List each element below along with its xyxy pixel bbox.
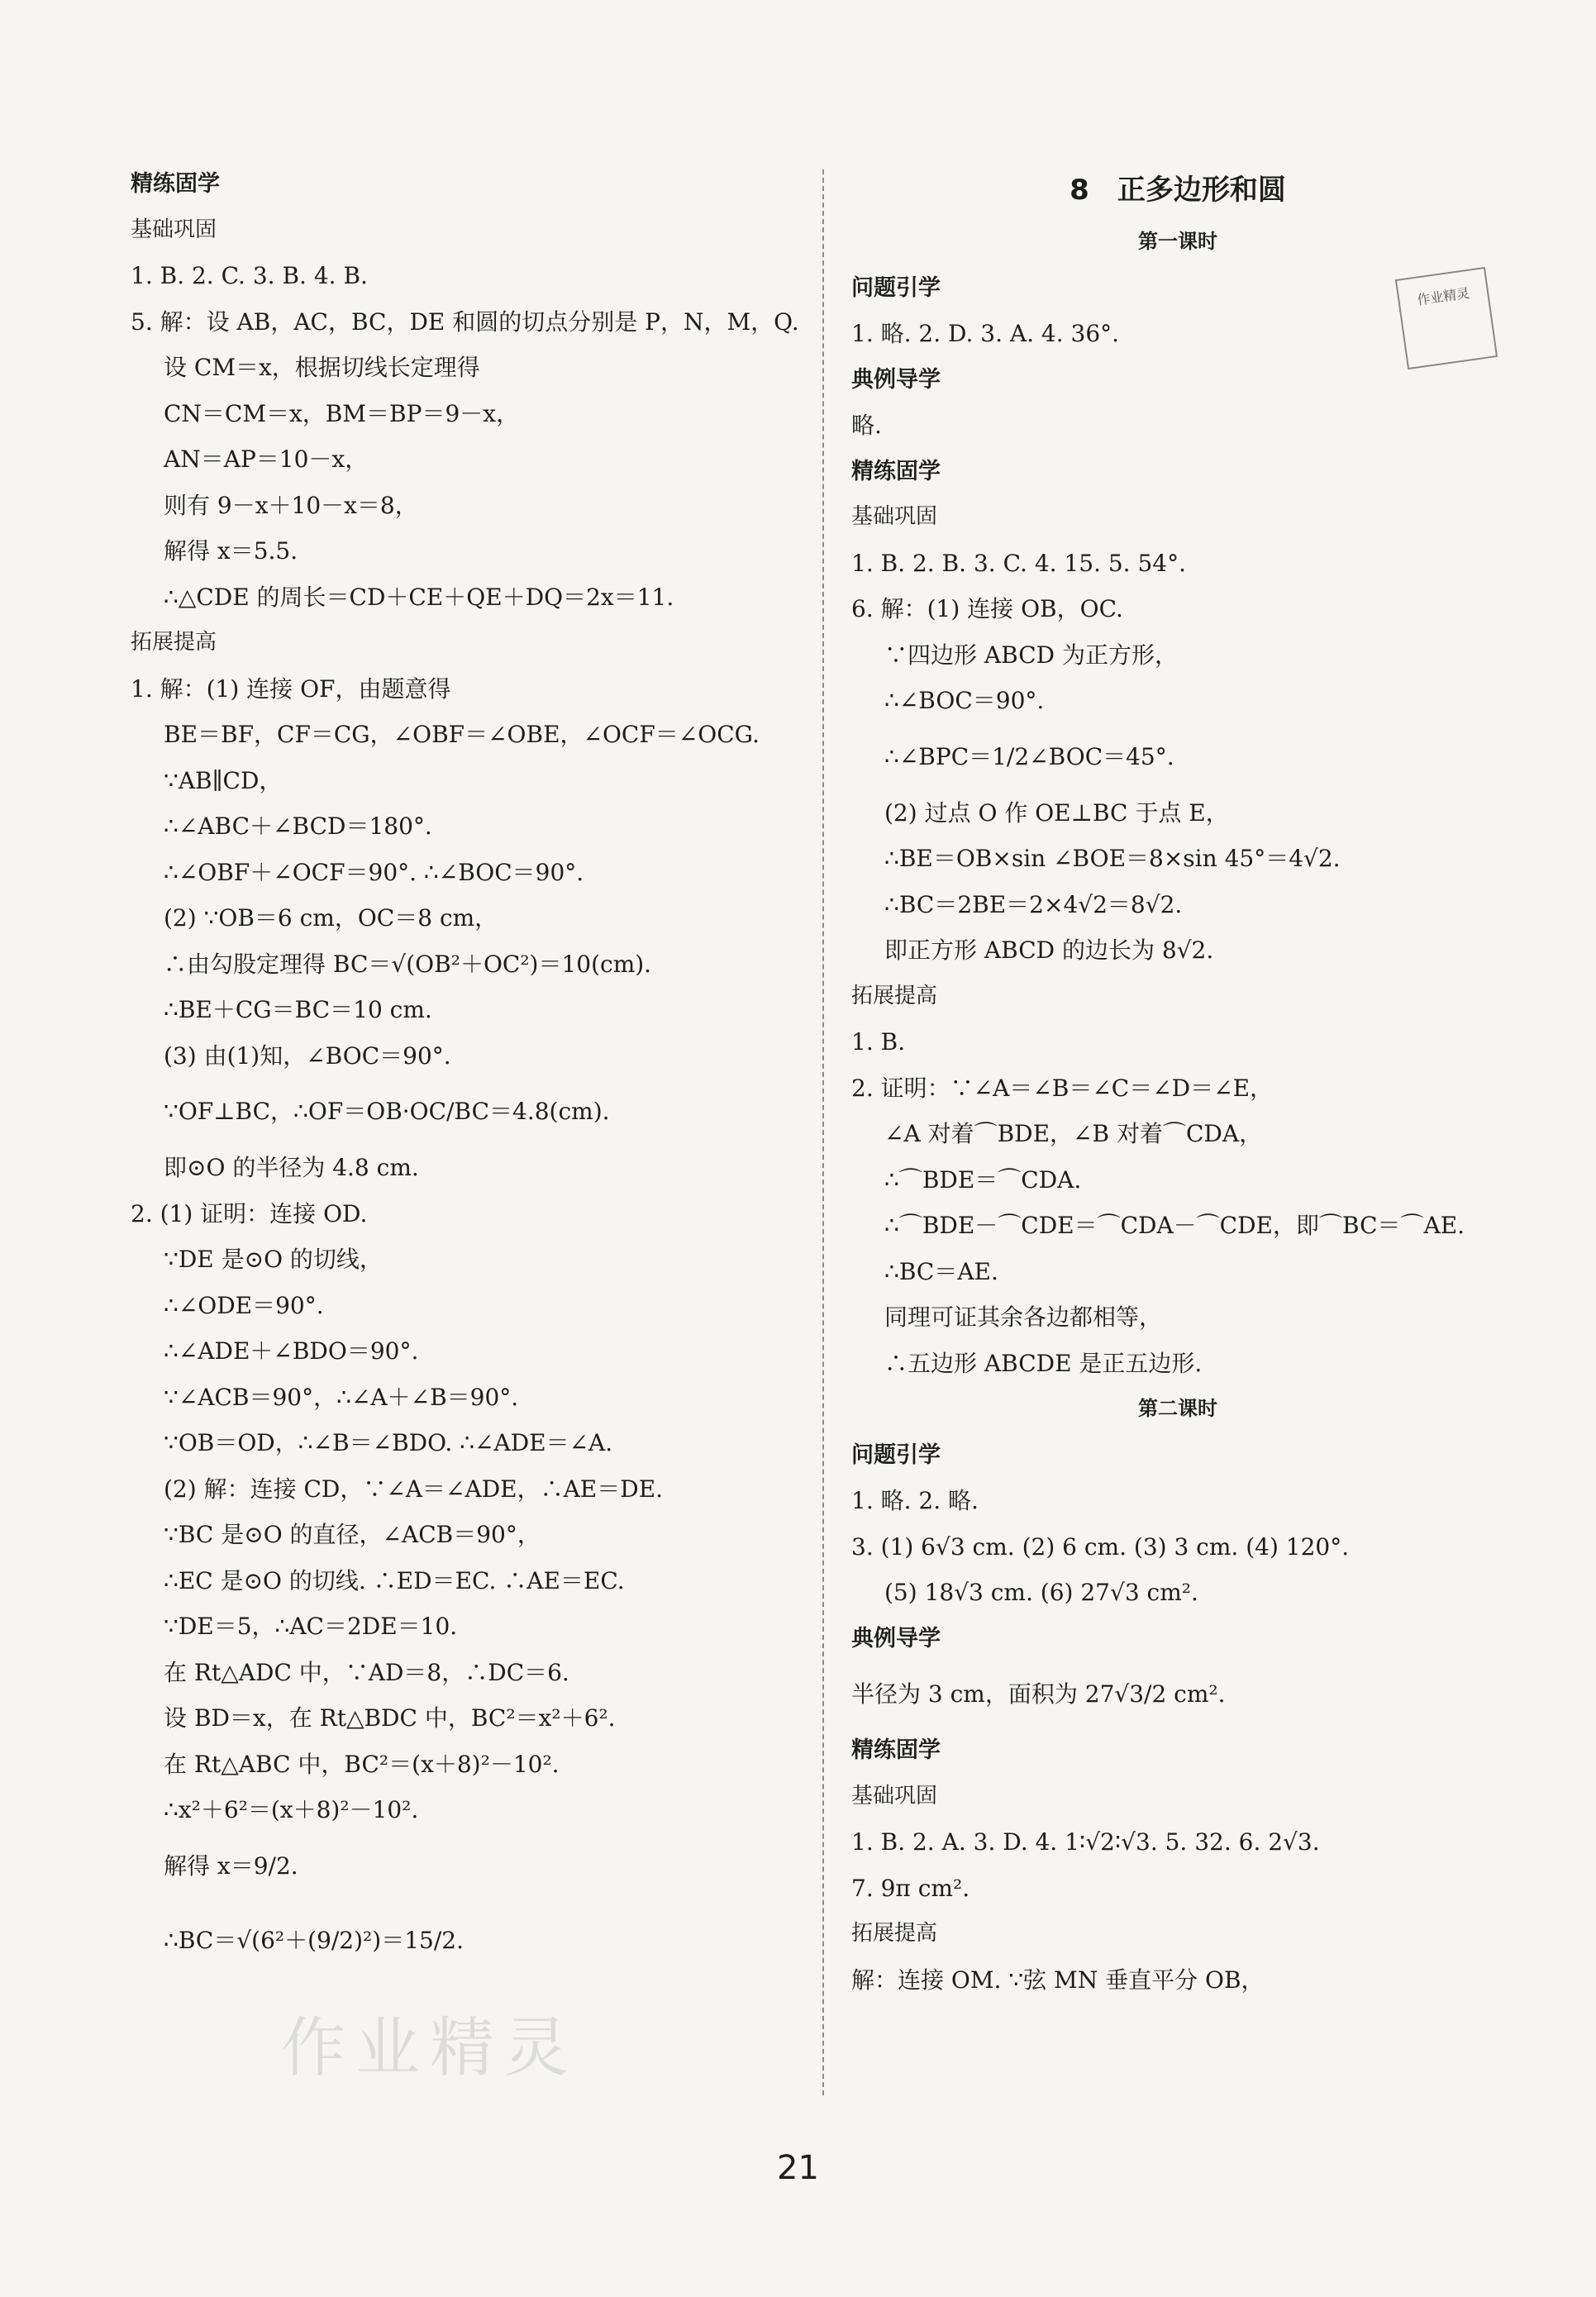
right-line: 第一课时 (1138, 230, 1217, 253)
right-line: 1. B. 2. A. 3. D. 4. 1∶√2∶√3. 5. 32. 6. 2√3. (851, 1828, 1320, 1856)
left-line: 1. 解：(1) 连接 OF，由题意得 (131, 674, 451, 703)
watermark: 作业精灵 (281, 2011, 579, 2085)
left-line: 则有 9－x＋10－x＝8， (164, 491, 418, 519)
right-line: 1. B. (851, 1028, 906, 1056)
right-line: 1. 略. 2. D. 3. A. 4. 36°. (851, 320, 1120, 347)
right-line: 1. B. 2. B. 3. C. 4. 15. 5. 54°. (851, 549, 1187, 577)
right-line: 同理可证其余各边都相等， (884, 1303, 1163, 1331)
left-line: 1. B. 2. C. 3. B. 4. B. (131, 262, 368, 289)
left-line: ∴BC＝√(6²＋(9/2)²)＝15/2. (164, 1926, 464, 1954)
right-line: ∴∠BOC＝90°. (884, 687, 1045, 714)
right-line: ∴BE＝OB×sin ∠BOE＝8×sin 45°＝4√2. (884, 845, 1341, 872)
left-line: ∴△CDE 的周长＝CD＋CE＋QE＋DQ＝2x＝11. (164, 583, 674, 611)
right-line: 即正方形 ABCD 的边长为 8√2. (884, 936, 1214, 964)
left-line: ∴BE＋CG＝BC＝10 cm. (164, 996, 432, 1023)
left-line: 精练固学 (131, 171, 220, 197)
right-line: ∴∠BPC＝1/2∠BOC＝45°. (884, 742, 1174, 770)
left-line: 即⊙O 的半径为 4.8 cm. (164, 1154, 419, 1181)
left-line: ∵∠ACB＝90°，∴∠A＋∠B＝90°. (164, 1383, 519, 1411)
right-line: 7. 9π cm². (851, 1874, 970, 1902)
left-line: 拓展提高 (131, 630, 217, 655)
left-line: ∴∠ODE＝90°. (164, 1291, 324, 1319)
left-line: ∵BC 是⊙O 的直径，∠ACB＝90°， (164, 1521, 541, 1548)
right-line: ∴五边形 ABCDE 是正五边形. (884, 1349, 1203, 1377)
left-line: ∴∠ADE＋∠BDO＝90°. (164, 1337, 419, 1365)
page-number: 21 (777, 2149, 819, 2187)
right-line: ∴⌒BDE＝⌒CDA. (884, 1165, 1082, 1194)
right-line: 基础巩固 (851, 1783, 938, 1809)
left-line: 在 Rt△ABC 中，BC²＝(x＋8)²－10². (164, 1750, 560, 1778)
right-line: 拓展提高 (851, 1921, 938, 1946)
right-line: 基础巩固 (851, 504, 938, 529)
right-line: (5) 18√3 cm. (6) 27√3 cm². (884, 1579, 1198, 1606)
right-line: 问题引学 (851, 274, 941, 301)
right-line: ∵四边形 ABCD 为正方形， (884, 641, 1178, 669)
left-line: ∴∠ABC＋∠BCD＝180°. (164, 813, 432, 840)
right-line: 典例导学 (851, 366, 941, 393)
right-line: 1. 略. 2. 略. (851, 1487, 979, 1514)
left-line: ∵AB∥CD， (164, 766, 283, 794)
right-column (851, 161, 1504, 2003)
right-line: 精练固学 (851, 1737, 941, 1763)
right-line: 2. 证明：∵∠A＝∠B＝∠C＝∠D＝∠E， (851, 1074, 1274, 1102)
right-line: 第二课时 (1138, 1397, 1217, 1420)
left-line: (2) ∵OB＝6 cm，OC＝8 cm， (164, 904, 498, 932)
left-line: 设 CM＝x，根据切线长定理得 (164, 354, 480, 381)
right-line: 6. 解：(1) 连接 OB，OC. (851, 595, 1123, 622)
left-line: 解得 x＝5.5. (164, 537, 298, 565)
left-line: BE＝BF，CF＝CG，∠OBF＝∠OBE，∠OCF＝∠OCG. (164, 721, 760, 748)
right-line: 半径为 3 cm，面积为 27√3/2 cm². (851, 1680, 1226, 1708)
left-line: 2. (1) 证明：连接 OD. (131, 1199, 368, 1227)
left-line: (3) 由(1)知，∠BOC＝90°. (164, 1041, 451, 1070)
left-line: 设 BD＝x，在 Rt△BDC 中，BC²＝x²＋6². (164, 1704, 616, 1732)
right-line: ∴⌒BDE－⌒CDE＝⌒CDA－⌒CDE，即⌒BC＝⌒AE. (884, 1212, 1465, 1239)
right-line: (2) 过点 O 作 OE⊥BC 于点 E， (884, 798, 1229, 827)
right-line: 解：连接 OM. ∵弦 MN 垂直平分 OB， (851, 1966, 1265, 1994)
left-line: AN＝AP＝10－x， (164, 446, 369, 473)
right-line: ∠A 对着⌒BDE，∠B 对着⌒CDA， (884, 1120, 1263, 1147)
right-line: ∴BC＝AE. (884, 1257, 998, 1285)
right-line: 问题引学 (851, 1442, 941, 1468)
left-line: CN＝CM＝x，BM＝BP＝9－x， (164, 399, 520, 427)
left-line: ∵DE 是⊙O 的切线， (164, 1246, 383, 1273)
column-divider (822, 169, 824, 2095)
left-line: 在 Rt△ADC 中，∵AD＝8，∴DC＝6. (164, 1658, 569, 1686)
left-line: ∴EC 是⊙O 的切线. ∴ED＝EC. ∴AE＝EC. (164, 1566, 625, 1594)
left-line: ∵DE＝5，∴AC＝2DE＝10. (164, 1613, 458, 1640)
right-line: 精练固学 (851, 458, 941, 484)
right-line: 典例导学 (851, 1625, 941, 1651)
left-line: (2) 解：连接 CD，∵∠A＝∠ADE，∴AE＝DE. (164, 1475, 664, 1503)
left-line: ∴x²＋6²＝(x＋8)²－10². (164, 1796, 419, 1823)
right-line: 略. (851, 412, 882, 439)
left-line: 5. 解：设 AB，AC，BC，DE 和圆的切点分别是 P，N，M，Q. (131, 307, 799, 336)
right-line: 拓展提高 (851, 983, 938, 1008)
left-line: ∴∠OBF＋∠OCF＝90°. ∴∠BOC＝90°. (164, 858, 584, 886)
left-line: ∴由勾股定理得 BC＝√(OB²＋OC²)＝10(cm). (164, 950, 652, 978)
right-line: 3. (1) 6√3 cm. (2) 6 cm. (3) 3 cm. (4) 120°. (851, 1532, 1350, 1561)
left-line: 基础巩固 (131, 217, 217, 242)
left-column (131, 161, 799, 1982)
left-line: ∵OB＝OD，∴∠B＝∠BDO. ∴∠ADE＝∠A. (164, 1429, 613, 1456)
stamp-logo: 作业精灵 (1395, 267, 1498, 369)
left-line: 解得 x＝9/2. (164, 1851, 298, 1880)
left-line: ∵OF⊥BC，∴OF＝OB·OC/BC＝4.8(cm). (164, 1098, 610, 1125)
right-line: 8 正多边形和圆 (1070, 174, 1286, 207)
right-line: ∴BC＝2BE＝2×4√2＝8√2. (884, 890, 1183, 918)
